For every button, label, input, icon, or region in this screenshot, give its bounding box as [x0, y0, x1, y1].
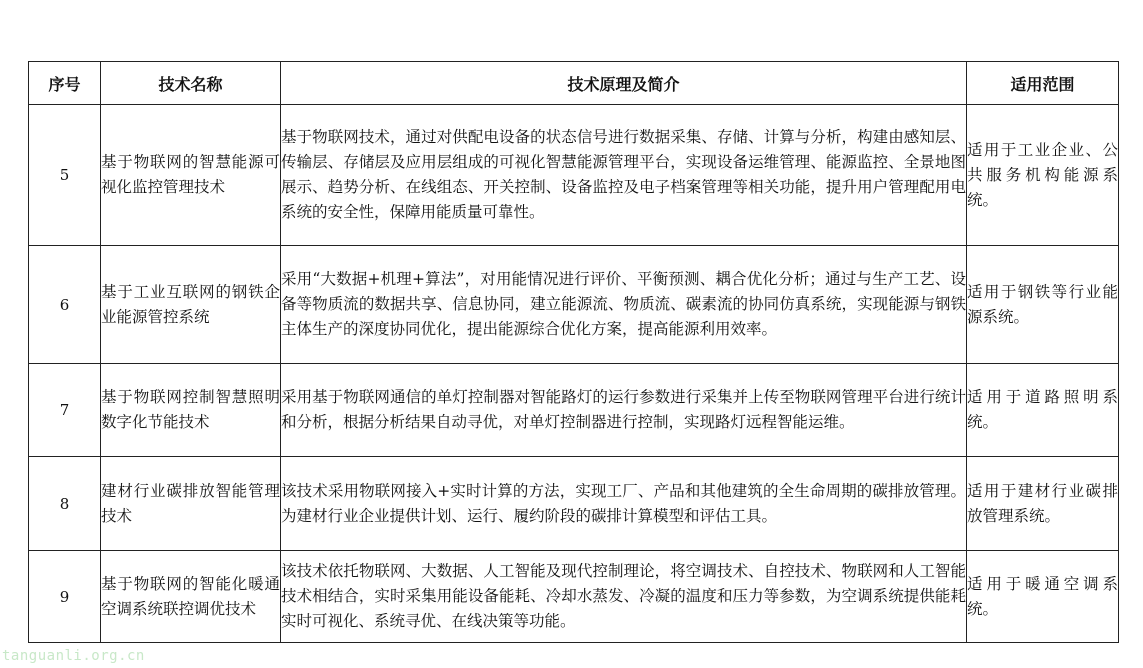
- technology-description: 采用基于物联网通信的单灯控制器对智能路灯的运行参数进行采集并上传至物联网管理平台进行统计和分析，根据分析结果自动寻优，对单灯控制器进行控制，实现路灯远程智能运维。: [281, 364, 967, 457]
- row-number: 5: [29, 105, 101, 246]
- table-row: [29, 457, 1119, 551]
- technology-name: 基于工业互联网的钢铁企业能源管控系统: [101, 246, 281, 364]
- application-scope: 适用于建材行业碳排放管理系统。: [967, 457, 1119, 551]
- header-name: 技术名称: [101, 62, 281, 105]
- technology-description: 该技术依托物联网、大数据、人工智能及现代控制理论，将空调技术、自控技术、物联网和人工智能技术相结合，实时采集用能设备能耗、冷却水蒸发、冷凝的温度和压力等参数，为空调系统提供能耗实时可视化、系统寻优、在线决策等功能。: [281, 551, 967, 643]
- table-row: [29, 246, 1119, 364]
- technology-description: 采用“大数据+机理+算法”，对用能情况进行评价、平衡预测、耦合优化分析；通过与生产工艺、设备等物质流的数据共享、信息协同，建立能源流、物质流、碳素流的协同仿真系统，实现能源与钢铁主体生产的深度协同优化，提出能源综合优化方案，提高能源利用效率。: [281, 246, 967, 364]
- application-scope: 适用于工业企业、公共服务机构能源系统。: [967, 105, 1119, 246]
- row-number: 6: [29, 246, 101, 364]
- technology-name: 建材行业碳排放智能管理技术: [101, 457, 281, 551]
- header-no: 序号: [29, 62, 101, 105]
- technology-table: [28, 61, 1119, 643]
- header-scope: 适用范围: [967, 62, 1119, 105]
- row-number: 9: [29, 551, 101, 643]
- technology-name: 基于物联网的智慧能源可视化监控管理技术: [101, 105, 281, 246]
- application-scope: 适用于暖通空调系统。: [967, 551, 1119, 643]
- site-watermark: tanguanli.org.cn: [2, 648, 145, 664]
- header-desc: 技术原理及简介: [281, 62, 967, 105]
- table-row: [29, 105, 1119, 246]
- row-number: 7: [29, 364, 101, 457]
- table-row: [29, 364, 1119, 457]
- technology-name: 基于物联网控制智慧照明数字化节能技术: [101, 364, 281, 457]
- technology-description: 该技术采用物联网接入+实时计算的方法，实现工厂、产品和其他建筑的全生命周期的碳排放管理。为建材行业企业提供计划、运行、履约阶段的碳排计算模型和评估工具。: [281, 457, 967, 551]
- header-row: [29, 62, 1119, 105]
- application-scope: 适用于钢铁等行业能源系统。: [967, 246, 1119, 364]
- technology-description: 基于物联网技术，通过对供配电设备的状态信号进行数据采集、存储、计算与分析，构建由感知层、传输层、存储层及应用层组成的可视化智慧能源管理平台，实现设备运维管理、能源监控、全景地图展示、趋势分析、在线组态、开关控制、设备监控及电子档案管理等相关功能，提升用户管理配用电系统的安全性，保障用能质量可靠性。: [281, 105, 967, 246]
- row-number: 8: [29, 457, 101, 551]
- table-row: [29, 551, 1119, 643]
- application-scope: 适用于道路照明系统。: [967, 364, 1119, 457]
- technology-name: 基于物联网的智能化暖通空调系统联控调优技术: [101, 551, 281, 643]
